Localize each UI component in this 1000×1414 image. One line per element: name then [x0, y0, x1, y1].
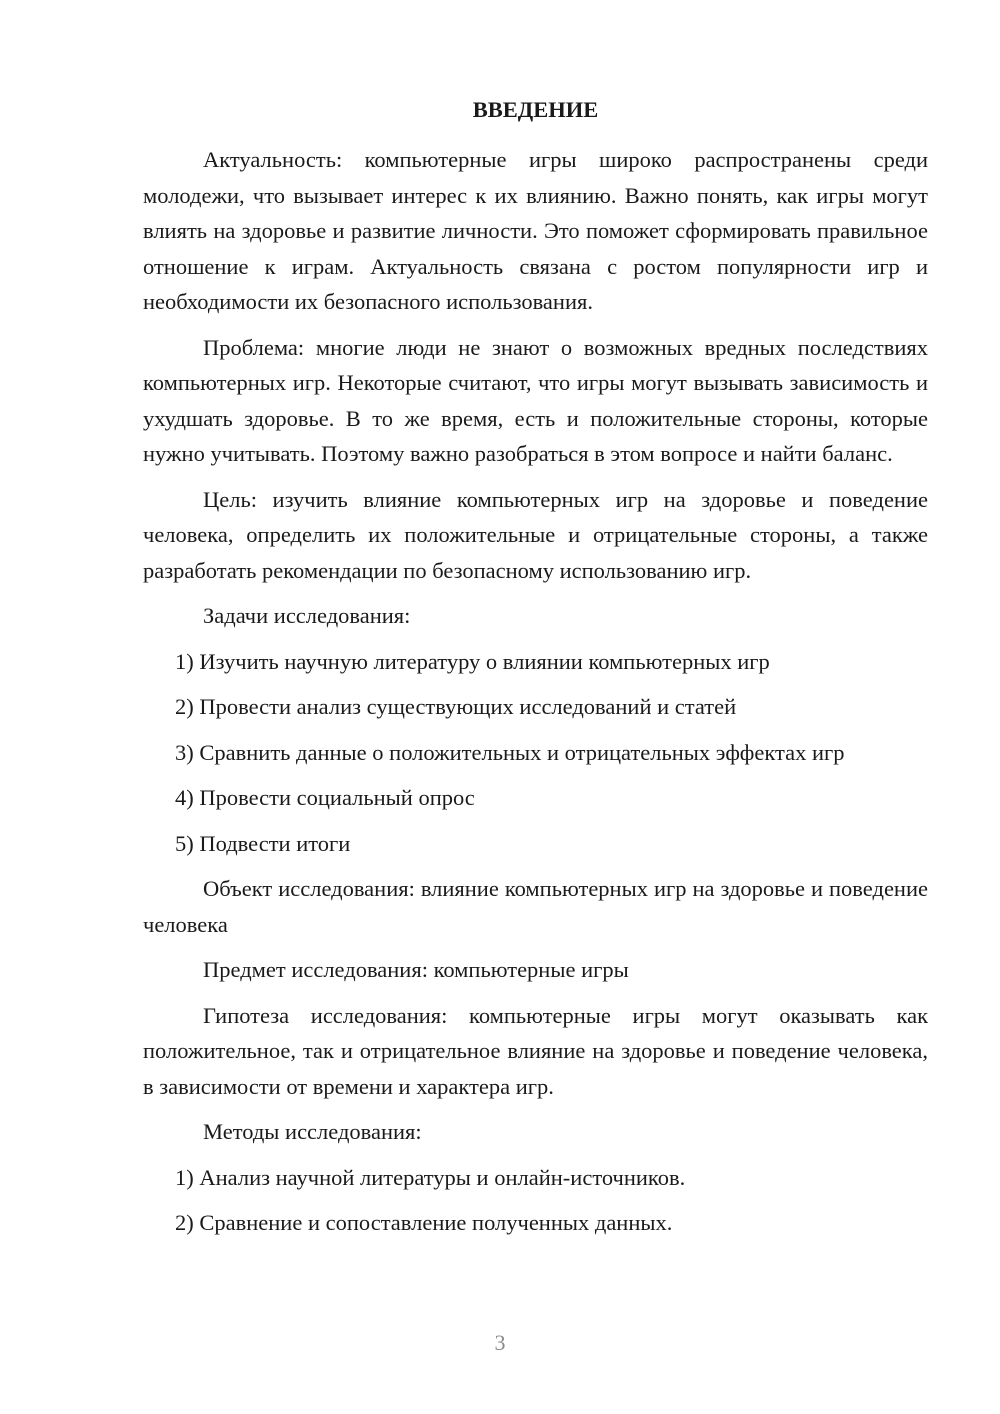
hypothesis-paragraph: Гипотеза исследования: компьютерные игры могут оказывать как положительное, так и отрицательное влияние на здоровье и поведение человека, в зависимости от времени и характера игр.	[143, 1002, 928, 1099]
list-item: 2) Провести анализ существующих исследований и статей	[175, 694, 737, 719]
methods-list	[143, 1160, 928, 1241]
list-item: 2) Сравнение и сопоставление полученных данных.	[175, 1210, 673, 1235]
list-item: 4) Провести социальный опрос	[175, 785, 475, 810]
object-paragraph: Объект исследования: влияние компьютерных игр на здоровье и поведение человека	[143, 876, 928, 937]
page-title: ВВЕДЕНИЕ	[472, 97, 599, 122]
list-item: 5) Подвести итоги	[175, 830, 351, 856]
list-item: 1) Изучить научную литературу о влиянии компьютерных игр	[175, 648, 770, 674]
document-page	[143, 92, 928, 1251]
list-item: 3) Сравнить данные о положительных и отрицательных эффектах игр	[175, 739, 845, 765]
page-number: 3	[494, 1330, 506, 1355]
subject-paragraph: Предмет исследования: компьютерные игры	[203, 957, 629, 982]
problem-paragraph: Проблема: многие люди не знают о возможных вредных последствиях компьютерных игр. Некоторые считают, что игры могут вызывать зависимость и ухудшать здоровье. В то же время, есть и положительные стороны, которые нужно учитывать. Поэтому важно разобраться в этом вопросе и найти баланс.	[143, 334, 928, 466]
list-item: 1) Анализ научной литературы и онлайн-источников.	[175, 1164, 686, 1190]
goal-paragraph: Цель: изучить влияние компьютерных игр на здоровье и поведение человека, определить их положительные и отрицательные стороны, а также разработать рекомендации по безопасному использованию игр.	[143, 486, 928, 583]
tasks-heading: Задачи исследования:	[203, 603, 411, 628]
relevance-paragraph: Актуальность: компьютерные игры широко распространены среди молодежи, что вызывает интерес к их влиянию. Важно понять, как игры могут влиять на здоровье и развитие личности. Это поможет сформировать правильное отношение к играм. Актуальность связана с ростом популярности игр и необходимости их безопасного использования.	[143, 147, 928, 314]
tasks-list	[143, 644, 928, 862]
methods-heading: Методы исследования:	[203, 1119, 422, 1144]
